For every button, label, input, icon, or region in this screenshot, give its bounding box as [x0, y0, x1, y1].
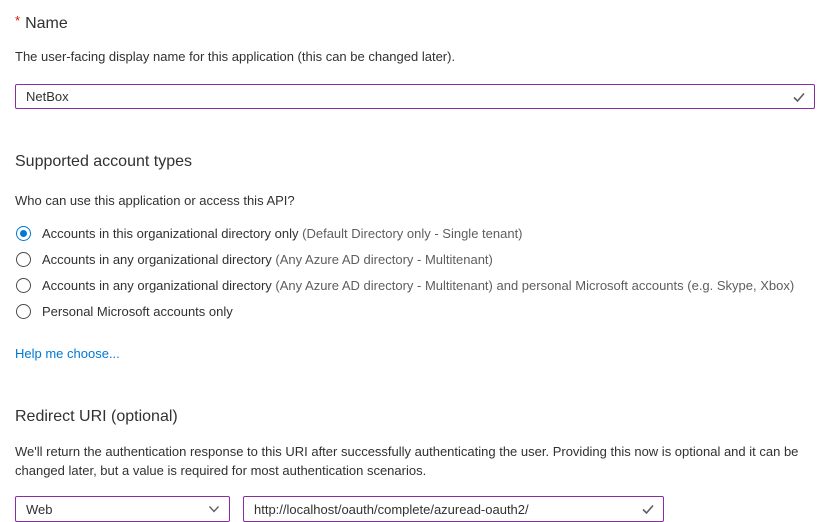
name-input[interactable] — [16, 85, 814, 108]
radio-button-icon — [16, 278, 31, 293]
valid-check-icon — [641, 502, 655, 516]
radio-option-label: Accounts in any organizational directory (Any Azure AD directory - Multitenant) — [42, 251, 493, 267]
account-types-question: Who can use this application or access this API? — [15, 193, 295, 208]
chevron-down-icon — [208, 503, 220, 515]
name-section-title — [15, 11, 815, 34]
radio-option-multitenant-personal[interactable] — [15, 272, 815, 298]
radio-option-label: Personal Microsoft accounts only — [42, 303, 233, 319]
radio-button-icon — [16, 226, 31, 241]
redirect-uri-input-container — [243, 496, 664, 522]
platform-select[interactable] — [15, 496, 230, 522]
help-me-choose-link[interactable]: Help me choose... — [15, 346, 120, 361]
valid-check-icon — [792, 90, 806, 104]
radio-option-single-tenant[interactable] — [15, 220, 815, 246]
radio-button-icon — [16, 304, 31, 319]
radio-option-label: Accounts in any organizational directory (Any Azure AD directory - Multitenant) and personal Microsoft accounts (e.g. Skype, Xbox) — [42, 277, 795, 293]
radio-option-multitenant[interactable] — [15, 246, 815, 272]
required-marker: * — [15, 13, 21, 28]
name-input-container — [15, 84, 815, 109]
redirect-uri-input[interactable] — [244, 497, 663, 521]
radio-option-label: Accounts in this organizational directory only (Default Directory only - Single tenant) — [42, 225, 523, 241]
redirect-uri-title: Redirect URI (optional) — [15, 408, 178, 425]
redirect-uri-description: We'll return the authentication response to this URI after successfully authenticating the user. Providing this now is optional and it can be changed later, but a value is required for most authentication scenarios. — [15, 444, 799, 478]
platform-select-value: Web — [26, 501, 53, 517]
name-description: The user-facing display name for this application (this can be changed later). — [15, 49, 456, 64]
radio-option-personal-only[interactable] — [15, 298, 815, 324]
account-type-radio-group — [15, 220, 815, 324]
radio-button-icon — [16, 252, 31, 267]
account-types-title: Supported account types — [15, 153, 193, 170]
name-title-text: Name — [25, 15, 68, 32]
